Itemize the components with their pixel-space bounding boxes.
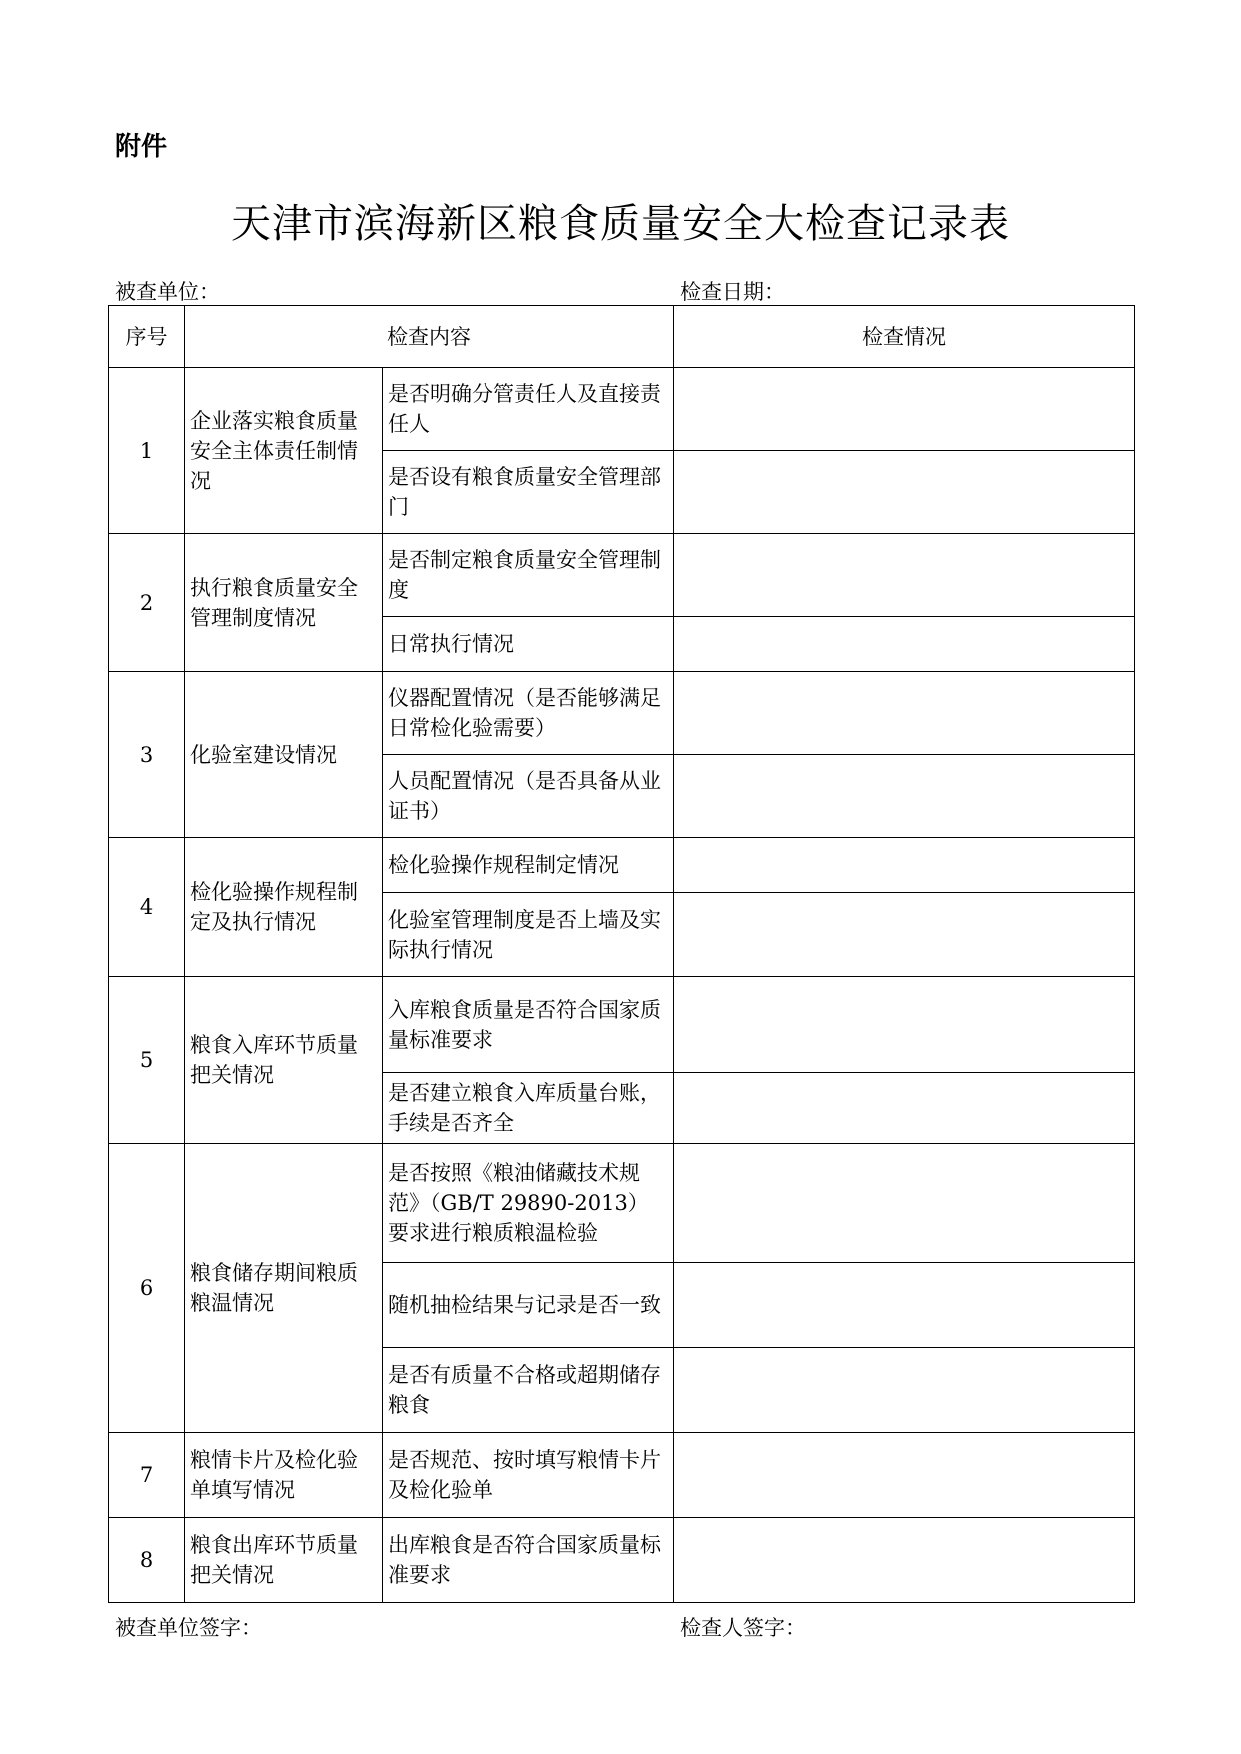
inspection-status-cell[interactable] xyxy=(674,838,1135,893)
check-content: 检化验操作规程制定情况 xyxy=(383,838,674,893)
check-content: 是否规范、按时填写粮情卡片及检化验单 xyxy=(383,1433,674,1518)
row-number: 7 xyxy=(109,1433,185,1518)
inspection-status-cell[interactable] xyxy=(674,755,1135,838)
inspector-signature-label: 检查人签字： xyxy=(680,1616,806,1640)
inspection-status-cell[interactable] xyxy=(674,617,1135,672)
table-row xyxy=(109,672,1135,755)
inspected-unit-label: 被查单位： xyxy=(115,280,220,304)
inspection-status-cell[interactable] xyxy=(674,534,1135,617)
row-number: 6 xyxy=(109,1144,185,1433)
check-content: 是否建立粮食入库质量台账，手续是否齐全 xyxy=(383,1073,674,1144)
inspection-status-cell[interactable] xyxy=(674,368,1135,451)
check-content: 入库粮食质量是否符合国家质量标准要求 xyxy=(383,977,674,1073)
table-row xyxy=(109,838,1135,893)
header-status: 检查情况 xyxy=(674,306,1135,368)
inspection-status-cell[interactable] xyxy=(674,1518,1135,1603)
check-item: 粮食入库环节质量把关情况 xyxy=(185,977,383,1144)
check-content: 日常执行情况 xyxy=(383,617,674,672)
check-item: 粮情卡片及检化验单填写情况 xyxy=(185,1433,383,1518)
check-content: 是否按照《粮油储藏技术规范》（GB/T 29890-2013）要求进行粮质粮温检验 xyxy=(383,1144,674,1263)
check-item: 企业落实粮食质量安全主体责任制情况 xyxy=(185,368,383,534)
inspection-status-cell[interactable] xyxy=(674,1348,1135,1433)
page-title: 天津市滨海新区粮食质量安全大检查记录表 xyxy=(231,201,1010,247)
inspection-date-label: 检查日期： xyxy=(680,280,785,304)
header-no: 序号 xyxy=(109,306,185,368)
check-item: 粮食储存期间粮质粮温情况 xyxy=(185,1144,383,1433)
row-number: 8 xyxy=(109,1518,185,1603)
check-item: 粮食出库环节质量把关情况 xyxy=(185,1518,383,1603)
row-number: 5 xyxy=(109,977,185,1144)
check-item: 检化验操作规程制定及执行情况 xyxy=(185,838,383,977)
inspection-status-cell[interactable] xyxy=(674,1073,1135,1144)
table-row xyxy=(109,534,1135,617)
table-row xyxy=(109,1144,1135,1263)
check-content: 是否制定粮食质量安全管理制度 xyxy=(383,534,674,617)
check-content: 仪器配置情况（是否能够满足日常检化验需要） xyxy=(383,672,674,755)
check-item: 化验室建设情况 xyxy=(185,672,383,838)
inspected-unit-signature-label: 被查单位签字： xyxy=(115,1616,262,1640)
table-row xyxy=(109,1433,1135,1518)
check-content: 随机抽检结果与记录是否一致 xyxy=(383,1263,674,1348)
inspection-status-cell[interactable] xyxy=(674,893,1135,977)
inspection-status-cell[interactable] xyxy=(674,672,1135,755)
table-row xyxy=(109,1518,1135,1603)
check-content: 是否有质量不合格或超期储存粮食 xyxy=(383,1348,674,1433)
table-row xyxy=(109,977,1135,1073)
header-content: 检查内容 xyxy=(185,306,674,368)
table-header-row xyxy=(109,306,1135,368)
check-content: 是否明确分管责任人及直接责任人 xyxy=(383,368,674,451)
attachment-label: 附件 xyxy=(115,132,168,162)
check-item: 执行粮食质量安全管理制度情况 xyxy=(185,534,383,672)
inspection-status-cell[interactable] xyxy=(674,1433,1135,1518)
row-number: 1 xyxy=(109,368,185,534)
row-number: 3 xyxy=(109,672,185,838)
inspection-status-cell[interactable] xyxy=(674,1144,1135,1263)
check-content: 化验室管理制度是否上墙及实际执行情况 xyxy=(383,893,674,977)
inspection-status-cell[interactable] xyxy=(674,1263,1135,1348)
inspection-status-cell[interactable] xyxy=(674,451,1135,534)
check-content: 是否设有粮食质量安全管理部门 xyxy=(383,451,674,534)
inspection-status-cell[interactable] xyxy=(674,977,1135,1073)
inspection-record-table xyxy=(108,305,1135,1603)
row-number: 2 xyxy=(109,534,185,672)
table-body xyxy=(109,306,1135,1603)
check-content: 人员配置情况（是否具备从业证书） xyxy=(383,755,674,838)
check-content: 出库粮食是否符合国家质量标准要求 xyxy=(383,1518,674,1603)
row-number: 4 xyxy=(109,838,185,977)
table-row xyxy=(109,368,1135,451)
